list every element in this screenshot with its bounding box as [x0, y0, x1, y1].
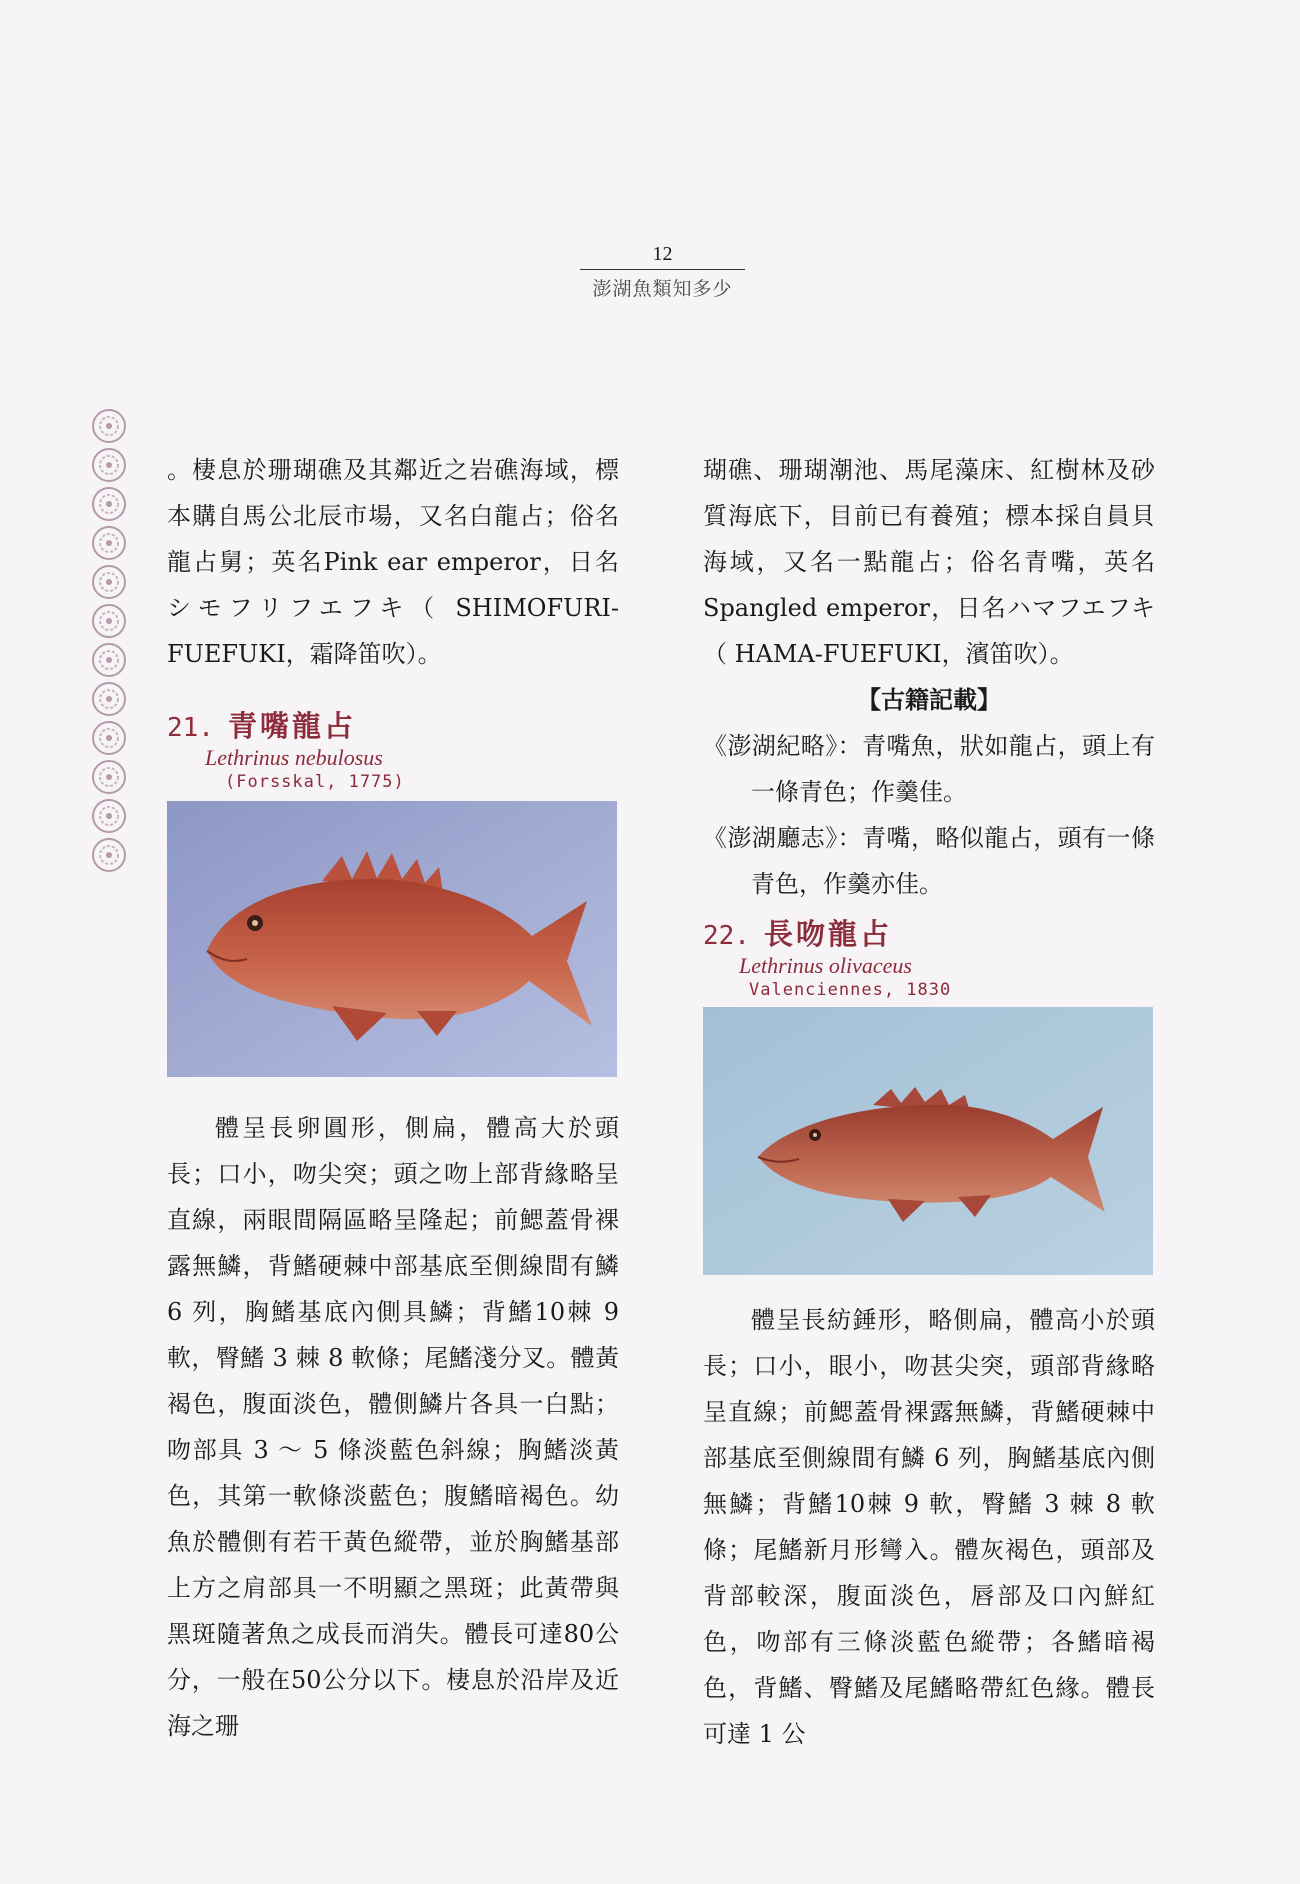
- classics-entry-1: 《澎湖紀略》：青嘴魚，狀如龍占，頭上有一條青色；作羹佳。: [703, 732, 1155, 806]
- species-21-authority: (Forsskal, 1775): [225, 772, 405, 792]
- species-21-number: 21.: [167, 713, 214, 743]
- right-intro-paragraph: 瑚礁、珊瑚潮池、馬尾藻床、紅樹林及砂質海底下，目前已有養殖；標本採自員貝海域，又名一點龍占；俗名青嘴，英名Spangled emperor，日名ハマフエフキ（ HAMA-FUEFUKI，濱笛吹）。: [703, 456, 1155, 668]
- species-22-description: 體呈長紡錘形，略側扁，體高小於頭長；口小，眼小，吻甚尖突，頭部背緣略呈直線；前鰓蓋骨裸露無鱗，背鰭硬棘中部基底至側線間有鱗 6 列，胸鰭基底內側無鱗；背鰭10棘 9 軟，臀鰭 3 棘 8 軟條；尾鰭新月形彎入。體灰褐色，頭部及背部較深，腹面淡色，唇部及口內鮮紅色，吻部有三條淡藍色縱帶；各鰭暗褐色，背鰭、臀鰭及尾鰭略帶紅色緣。體長可達 1 公: [703, 1306, 1155, 1748]
- left-intro-paragraph: 。棲息於珊瑚礁及其鄰近之岩礁海域，標本購自馬公北辰市場，又名白龍占；俗名龍占舅；英名Pink ear emperor，日名シモフリフエフキ（ SHIMOFURI-FUEFUKI，霜降笛吹）。: [167, 456, 619, 668]
- page-number: 12: [652, 243, 673, 265]
- fish-photo-lethrinus-nebulosus: [167, 801, 617, 1077]
- book-title: 澎湖魚類知多少: [592, 278, 733, 300]
- species-22-number: 22.: [703, 921, 750, 951]
- species-21-heading-block: [167, 709, 619, 793]
- classics-entry-2: 《澎湖廳志》：青嘴，略似龍占，頭有一條青色，作羹亦佳。: [703, 824, 1155, 898]
- left-column: [167, 447, 619, 1749]
- species-22-heading-block: [703, 917, 1155, 1001]
- species-21-description: 體呈長卵圓形，側扁，體高大於頭長；口小，吻尖突；頭之吻上部背緣略呈直線，兩眼間隔區略呈隆起；前鰓蓋骨裸露無鱗，背鰭硬棘中部基底至側線間有鱗 6 列，胸鰭基底內側具鱗；背鰭10棘 9 軟，臀鰭 3 棘 8 軟條；尾鰭淺分叉。體黃褐色，腹面淡色，體側鱗片各具一白點；吻部具 3 ～ 5 條淡藍色斜線；胸鰭淡黃色，其第一軟條淡藍色；腹鰭暗褐色。幼魚於體側有若干黃色縱帶，並於胸鰭基部上方之肩部具一不明顯之黑斑；此黃帶與黑斑隨著魚之成長而消失。體長可達80公分，一般在50公分以下。棲息於沿岸及近海之珊: [167, 1114, 619, 1740]
- fish-photo-lethrinus-olivaceus: [703, 1007, 1153, 1275]
- classics-heading: 【古籍記載】: [857, 685, 1001, 714]
- species-21-title: [167, 709, 619, 745]
- page-header: [580, 242, 745, 301]
- right-column: [703, 447, 1155, 1757]
- side-ornament-icon: [88, 408, 130, 878]
- species-22-scientific-name: Lethrinus olivaceus: [739, 953, 912, 978]
- species-21-name: 青嘴龍占: [227, 709, 356, 743]
- species-21-scientific-name: Lethrinus nebulosus: [205, 745, 383, 770]
- species-22-name: 長吻龍占: [763, 917, 892, 951]
- species-22-title: [703, 917, 1155, 953]
- species-22-authority: Valenciennes, 1830: [749, 980, 952, 1000]
- header-divider: [580, 269, 745, 270]
